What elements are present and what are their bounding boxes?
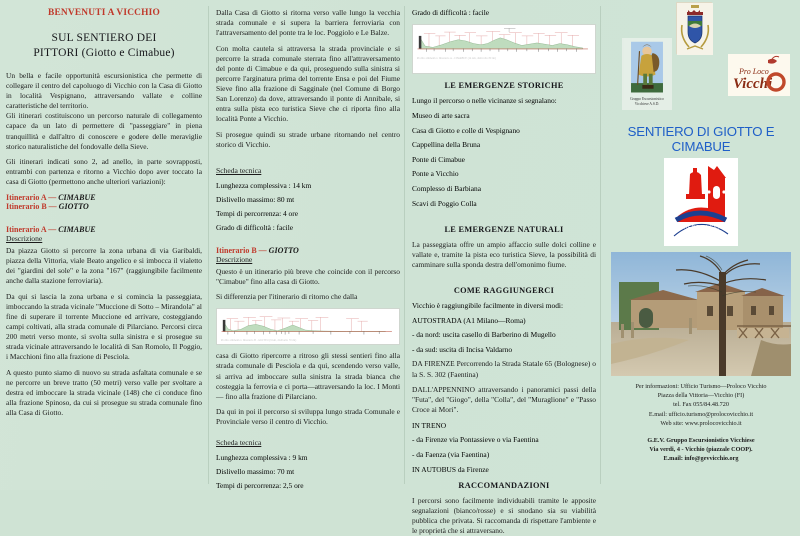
itinerary-b-paragraph-3: casa di Giotto ripercorre a ritroso gli stessi sentieri fino alla strada comunale di Pesciola e da qui, scendendo verso valle, si arriva ad imboccare sulla sinistra la strada bianca che costeggia la ferrovia e ci porta—attraversando la loc. I Monti — fino alla frazione di Pilarciano. bbox=[216, 351, 400, 401]
itinerary-a-tech-label: Scheda tecnica bbox=[216, 166, 262, 176]
recommendations-text: I percorsi sono facilmente individuabili tramite le apposite segnalazioni (bianco/rosse) e si snodano sia su viabilità pubblica che privata. Si raccomanda di rispettare l'ambiente e le proprietà che si attraversano. bbox=[412, 495, 596, 536]
itinerary-a-link: Itinerario A — CIMABUE bbox=[6, 193, 96, 203]
logo-row bbox=[608, 4, 794, 122]
itinerary-a-tech-elevation: Dislivello massimo: 80 mt bbox=[216, 195, 295, 205]
column-highlights bbox=[406, 0, 602, 536]
itinerary-b-heading-name: GIOTTO bbox=[268, 245, 299, 255]
highway-label: AUTOSTRADA (A1 Milano—Roma) bbox=[412, 315, 526, 325]
gev-caption-line-1: Gruppo Escursionistico bbox=[630, 97, 664, 101]
page-title: SENTIERO DI GIOTTO E CIMABUE bbox=[627, 124, 775, 154]
gev-caption-line-2: Vicchiese A.S.D. bbox=[634, 102, 660, 106]
chart-caption-a: Profilo altimetrico Itinerario A - CIMABUE (14 km, dislivello 80 mt) bbox=[417, 56, 497, 60]
itinerary-a-heading: Itinerario A — CIMABUE bbox=[6, 225, 96, 235]
intro-paragraph-3: Gli itinerari indicati sono 2, ad anello, in parte sovrapposti, entrambi con partenza e ritorno a Vicchio dopo aver toccato la casa di Giotto (permettono anche ulteriori variazioni): bbox=[6, 157, 202, 187]
itinerary-b-tech-time: Tempi di percorrenza: 2,5 ore bbox=[216, 480, 304, 490]
by-train-route-1: - da Firenze via Pontassieve o via Faentina bbox=[412, 435, 539, 445]
comune-crest-logo bbox=[676, 2, 712, 54]
historic-item-4: Ponte a Vicchio bbox=[412, 169, 459, 179]
itinerary-a-paragraph-6: Si prosegue quindi su strade urbane ritornando nel centro storico di Vicchio. bbox=[216, 130, 400, 150]
column-divider-2 bbox=[404, 6, 405, 484]
itinerary-b-heading: Itinerario B — GIOTTO bbox=[216, 245, 299, 255]
casa-di-giotto-photo bbox=[611, 252, 791, 376]
gev-logo-caption bbox=[622, 97, 672, 107]
profile-start-marker-a bbox=[419, 36, 422, 49]
proloco-icon bbox=[728, 54, 790, 96]
itinerary-b-description-label: Descrizione bbox=[216, 254, 253, 264]
elevation-profile-svg-b bbox=[219, 311, 397, 339]
historic-item-0: Museo di arte sacra bbox=[412, 111, 470, 120]
how-to-intro: Vicchio è raggiungibile facilmente in diversi modi: bbox=[412, 301, 564, 311]
gev-contact-name: G.E.V. Gruppo Escursionistico Vicchiese bbox=[647, 437, 755, 445]
hiker-icon bbox=[622, 38, 672, 100]
section-heading-natural: LE EMERGENZE NATURALI bbox=[444, 224, 564, 234]
svg-text:Pro Loco: Pro Loco bbox=[739, 67, 769, 76]
itinerary-b-tech-length: Lunghezza complessiva : 9 km bbox=[216, 452, 308, 462]
profile-area-a bbox=[420, 38, 583, 49]
itinerary-b-heading-label: Itinerario B bbox=[216, 245, 257, 255]
itinerary-a-paragraph-4: Dalla Casa di Giotto si ritorna verso valle lungo la vecchia strada comunale e si supera la barriera ferroviaria con l'attraversamento del ponte tra le loc. Poggiolo e Le Balze. bbox=[216, 8, 400, 38]
comune-crest-icon bbox=[677, 3, 713, 55]
itinerary-a-tech-time: Tempi di percorrenza: 4 ore bbox=[216, 209, 298, 219]
contact-line-1: Piazza della Vittoria—Vicchio (FI) bbox=[657, 392, 745, 400]
itinerary-b-paragraph-1: Questo è un itinerario più breve che coincide con il percorso "Cimabue" fino alla casa di Giotto. bbox=[216, 266, 400, 286]
historic-item-6: Scavi di Poggio Colla bbox=[412, 198, 477, 208]
itinerary-a-name: CIMABUE bbox=[58, 193, 96, 203]
itinerary-b-tech-elevation: Dislivello massimo: 70 mt bbox=[216, 466, 295, 476]
itinerary-a-paragraph-3: A questo punto siamo di nuovo su strada asfaltata comunale e se ne percorre un breve tratto (50 metri) verso valle per svoltare a destra ed imboccare la strada vicinale (148) che ci conduce fino alla frazione Spinoso, da cui si prosegue su strada comunale fino alla Casa di Giotto. bbox=[6, 368, 202, 418]
brochure-title-line1: SUL SENTIERO DEI bbox=[51, 32, 157, 44]
highway-from-south: - da sud: uscita di Incisa Valdarno bbox=[412, 344, 513, 354]
historic-item-3: Ponte di Cimabue bbox=[412, 154, 465, 164]
profile-start-marker-b bbox=[223, 320, 226, 331]
elevation-profile-chart-a bbox=[412, 24, 596, 74]
proloco-logo bbox=[728, 54, 790, 96]
from-apennines: DALL'APPENNINO attraversando i panoramici passi della "Futa", del "Giogo", della "Colla", del "Muraglione" e "Passo Croce ai Mori". bbox=[412, 385, 596, 415]
historic-item-2: Cappellina della Bruna bbox=[412, 140, 481, 150]
contact-line-0: Per informazioni: Ufficio Turismo—Proloco Vicchio bbox=[635, 383, 767, 390]
by-bus: IN AUTOBUS da Firenze bbox=[412, 464, 489, 474]
itinerary-a-paragraph-1: Da piazza Giotto si percorre la zona urbana di via Garibaldi, piazza della Vittoria, viale Beato angelico e si imbocca il vialetto dei "giardini del sole" e la zona "167" (raggiungibile facilmente anche dalla stazione ferroviaria). bbox=[6, 246, 202, 286]
section-heading-historic: LE EMERGENZE STORICHE bbox=[444, 81, 564, 91]
itinerary-a-heading-label: Itinerario A bbox=[6, 225, 47, 235]
gev-logo bbox=[622, 38, 672, 110]
trail-emblem-icon bbox=[664, 158, 738, 246]
section-heading-how-to-get-here: COME RAGGIUNGERCI bbox=[453, 286, 555, 296]
itinerary-a-paragraph-5: Con molta cautela si attraversa la strada provinciale e si percorre la strada comunale sterrata fino all'attraversamento del ponte di Cimabue e da qui, proseguendo sulla sinistra si percorre l'arginatura prima del torrente Ensa e poi del Fiume Sieve fino alla frazione di Sagginale (nel Comune di Borgo San Lorenzo) da dove, attraversando il ponte di Annibale, si entra sulla pista eco turistica Sieve che ci riporta fino alla località Ponte a Vicchio. bbox=[216, 43, 400, 124]
trail-emblem-text: SENTIERO DI GIOTTO bbox=[671, 225, 731, 231]
contact-email[interactable]: E.mail: ufficio.turismo@prolocovicchio.it bbox=[648, 410, 754, 418]
column-itinerary-detail bbox=[210, 0, 406, 490]
elevation-profile-chart-b bbox=[216, 308, 400, 345]
from-florence: DA FIRENZE Percorrendo la Strada Statale 65 (Bolognese) o la S. S. 302 (Faentina) bbox=[412, 359, 596, 379]
highway-from-north: - da nord: uscita casello di Barberino di Mugello bbox=[412, 330, 556, 340]
by-train-route-2: - da Faenza (via Faentina) bbox=[412, 450, 490, 460]
brochure-title-line2: PITTORI (Giotto e Cimabue) bbox=[33, 47, 175, 59]
itinerary-a-heading-name: CIMABUE bbox=[58, 225, 96, 235]
itinerary-a-paragraph-2: Da qui si lascia la zona urbana e si comincia la passeggiata, imboccando la strada vicinale "Muccione di Sotto – Mirandola" al fine di superare il torrente Muccione ed arrivare, costeggiando campi coltivati, alla strada comunale di Pilarciano. Percorsi circa 200 metri verso monte, si svolta sulla sinistra e si prosegue su strada vicinale attraversando le località di San Romolo, Il Poggio, i Macchioni fino alla frazione di Pesciola. bbox=[6, 291, 202, 362]
contact-info-block bbox=[608, 382, 794, 428]
itinerary-b-name: GIOTTO bbox=[58, 202, 89, 212]
historic-intro: Lungo il percorso o nelle vicinanze si segnalano: bbox=[412, 96, 557, 106]
itinerary-b-link: Itinerario B — GIOTTO bbox=[6, 202, 89, 212]
itinerary-b-tech-difficulty: Grado di difficoltà : facile bbox=[412, 8, 490, 17]
by-train-heading: IN TRENO bbox=[412, 420, 447, 430]
itinerary-b-label: Itinerario B bbox=[6, 202, 47, 212]
historic-item-1: Casa di Giotto e colle di Vespignano bbox=[412, 125, 520, 135]
chart-caption-b: Profilo altimetrico Itinerario B - GIOTTO (9 km, dislivello 70 mt) bbox=[221, 339, 297, 343]
welcome-heading: BENVENUTI A VICCHIO bbox=[48, 8, 160, 18]
itinerary-b-paragraph-4: Da qui in poi il percorso si sviluppa lungo strada Comunale e Provinciale verso il centro di Vicchio. bbox=[216, 407, 400, 427]
itinerary-a-tech-length: Lunghezza complessiva : 14 km bbox=[216, 181, 312, 191]
column-branding bbox=[602, 0, 800, 490]
svg-text:Vicchi: Vicchi bbox=[733, 76, 773, 92]
itinerary-a-tech-difficulty: Grado di difficoltà : facile bbox=[216, 223, 294, 233]
itinerary-a-label: Itinerario A bbox=[6, 193, 47, 203]
itinerary-a-description-label: Descrizione bbox=[6, 234, 43, 244]
itinerary-b-paragraph-2: Si differenzia per l'itinerario di ritorno che dalla bbox=[216, 292, 358, 302]
contact-line-2: tel. Fax 055/84.48.720 bbox=[673, 401, 729, 409]
historic-item-5: Complesso di Barbiana bbox=[412, 183, 481, 193]
column-divider-1 bbox=[208, 6, 209, 484]
contact-website[interactable]: Web site: www.prolocovicchio.it bbox=[660, 419, 742, 427]
trail-emblem bbox=[664, 158, 738, 246]
intro-paragraph-2: Gli itinerari costituiscono un percorso naturale di collegamento capace da un lato di permettere di "passeggiare" in piena tranquillità e dall'altro di conoscere e godere delle meraviglie storico naturalistiche del fondovalle della Sieve. bbox=[6, 111, 202, 151]
itinerary-b-tech-label: Scheda tecnica bbox=[216, 437, 262, 447]
section-heading-recommendations: RACCOMANDAZIONI bbox=[458, 480, 550, 490]
column-intro bbox=[0, 0, 208, 490]
gev-contact-email[interactable]: E.mail: info@gevvicchio.org bbox=[663, 455, 739, 463]
column-divider-3 bbox=[600, 6, 601, 484]
photo-illustration bbox=[611, 252, 791, 376]
intro-paragraph-1: Un bella e facile opportunità escursionistica che permette di collegare il centro del capoluogo di Vicchio con la Casa di Giotto in località Vespignano, attraversando vallate e colline caratteristiche del territorio. bbox=[6, 71, 202, 111]
elevation-profile-svg-a bbox=[415, 27, 593, 56]
natural-text: La passeggiata offre un ampio affaccio sulle dolci colline e vallate e, tramite la pista eco turistica Sieve, la possibilità di camminare sulla sponda destra dell'omonimo fiume. bbox=[412, 239, 596, 269]
gev-contact-address: Via verdi, 4 - Vicchio (piazzale COOP). bbox=[649, 446, 753, 454]
gev-contact-block bbox=[608, 436, 794, 464]
